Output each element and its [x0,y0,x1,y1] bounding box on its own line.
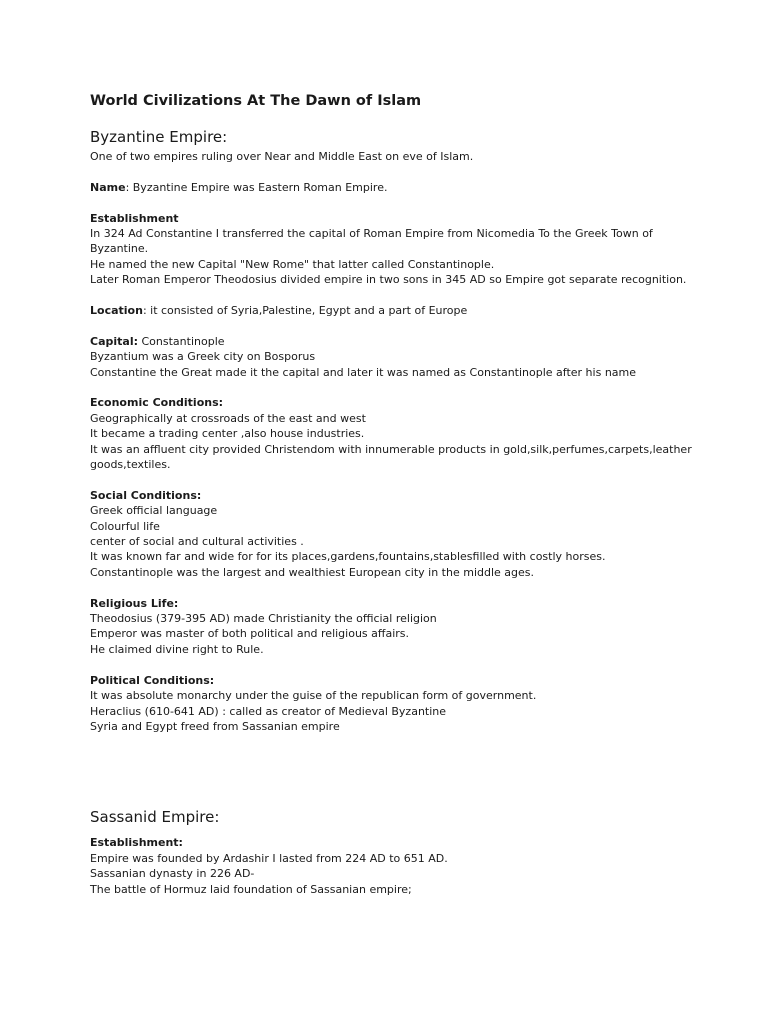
establishment-line: He named the new Capital "New Rome" that latter called Constantinople. [90,257,495,271]
name-line [90,180,708,195]
name-block [90,180,708,195]
capital-detail-line: Byzantium was a Greek city on Bosporus [90,350,316,364]
economic-line: It became a trading center ,also house industries. [90,427,365,441]
sassanid-establishment-block [90,835,708,897]
sassanid-establishment-line: The battle of Hormuz laid foundation of Sassanian empire; [90,882,412,896]
political-block [90,673,708,735]
location-line [90,303,708,318]
capital-label: Capital: [90,334,138,348]
social-heading: Social Conditions: [90,488,202,502]
byzantine-intro-block [90,149,708,164]
social-line: Constantinople was the largest and wealthiest European city in the middle ages. [90,565,535,579]
religious-line: Emperor was master of both political and religious affairs. [90,627,410,641]
capital-block [90,334,708,380]
document-title: World Civilizations At The Dawn of Islam [90,93,422,109]
religious-heading: Religious Life: [90,596,179,610]
capital-detail-line: Constantine the Great made it the capital and later it was named as Constantinople after his name [90,365,637,379]
byzantine-intro: One of two empires ruling over Near and Middle East on eve of Islam. [90,150,474,163]
establishment-line: Byzantine. [90,242,149,256]
economic-line: It was an affluent city provided Christendom with innumerable products in gold,silk,perfumes,carpets,leather [90,442,692,456]
economic-block [90,395,708,472]
sassanid-heading: Sassanid Empire: [90,808,220,827]
sassanid-establishment-line: Sassanian dynasty in 226 AD- [90,867,255,881]
sassanid-establishment-heading: Establishment: [90,836,183,850]
establishment-block [90,211,708,288]
political-heading: Political Conditions: [90,673,215,687]
byzantine-heading: Byzantine Empire: [90,128,228,146]
social-line: center of social and cultural activities . [90,535,304,549]
name-text: : Byzantine Empire was Eastern Roman Empire. [125,180,388,194]
religious-line: He claimed divine right to Rule. [90,642,264,656]
social-line: Greek official language [90,504,218,518]
establishment-line: In 324 Ad Constantine I transferred the capital of Roman Empire from Nicomedia To the Greek Town of [90,227,653,240]
economic-line: goods,textiles. [90,458,171,472]
location-label: Location [90,304,143,318]
capital-text: Constantinople [138,334,225,348]
establishment-line: Later Roman Emperor Theodosius divided empire in two sons in 345 AD so Empire got separate recognition. [90,273,687,287]
political-line: Heraclius (610-641 AD) : called as creator of Medieval Byzantine [90,704,447,718]
religious-block [90,596,708,658]
political-line: Syria and Egypt freed from Sassanian empire [90,719,340,733]
location-block [90,303,708,318]
name-label: Name [90,180,126,194]
social-block [90,488,708,580]
social-line: Colourful life [90,519,160,533]
social-line: It was known far and wide for for its places,gardens,fountains,stablesfilled with costly horses. [90,550,606,564]
economic-heading: Economic Conditions: [90,396,224,410]
location-text: : it consisted of Syria,Palestine, Egypt and a part of Europe [142,304,468,318]
political-line: It was absolute monarchy under the guise of the republican form of government. [90,689,537,703]
establishment-heading: Establishment [90,211,179,225]
economic-line: Geographically at crossroads of the east and west [90,411,366,425]
sassanid-establishment-line: Empire was founded by Ardashir I lasted from 224 AD to 651 AD. [90,851,448,865]
religious-line: Theodosius (379-395 AD) made Christianity the official religion [90,612,437,626]
capital-line [90,334,708,349]
